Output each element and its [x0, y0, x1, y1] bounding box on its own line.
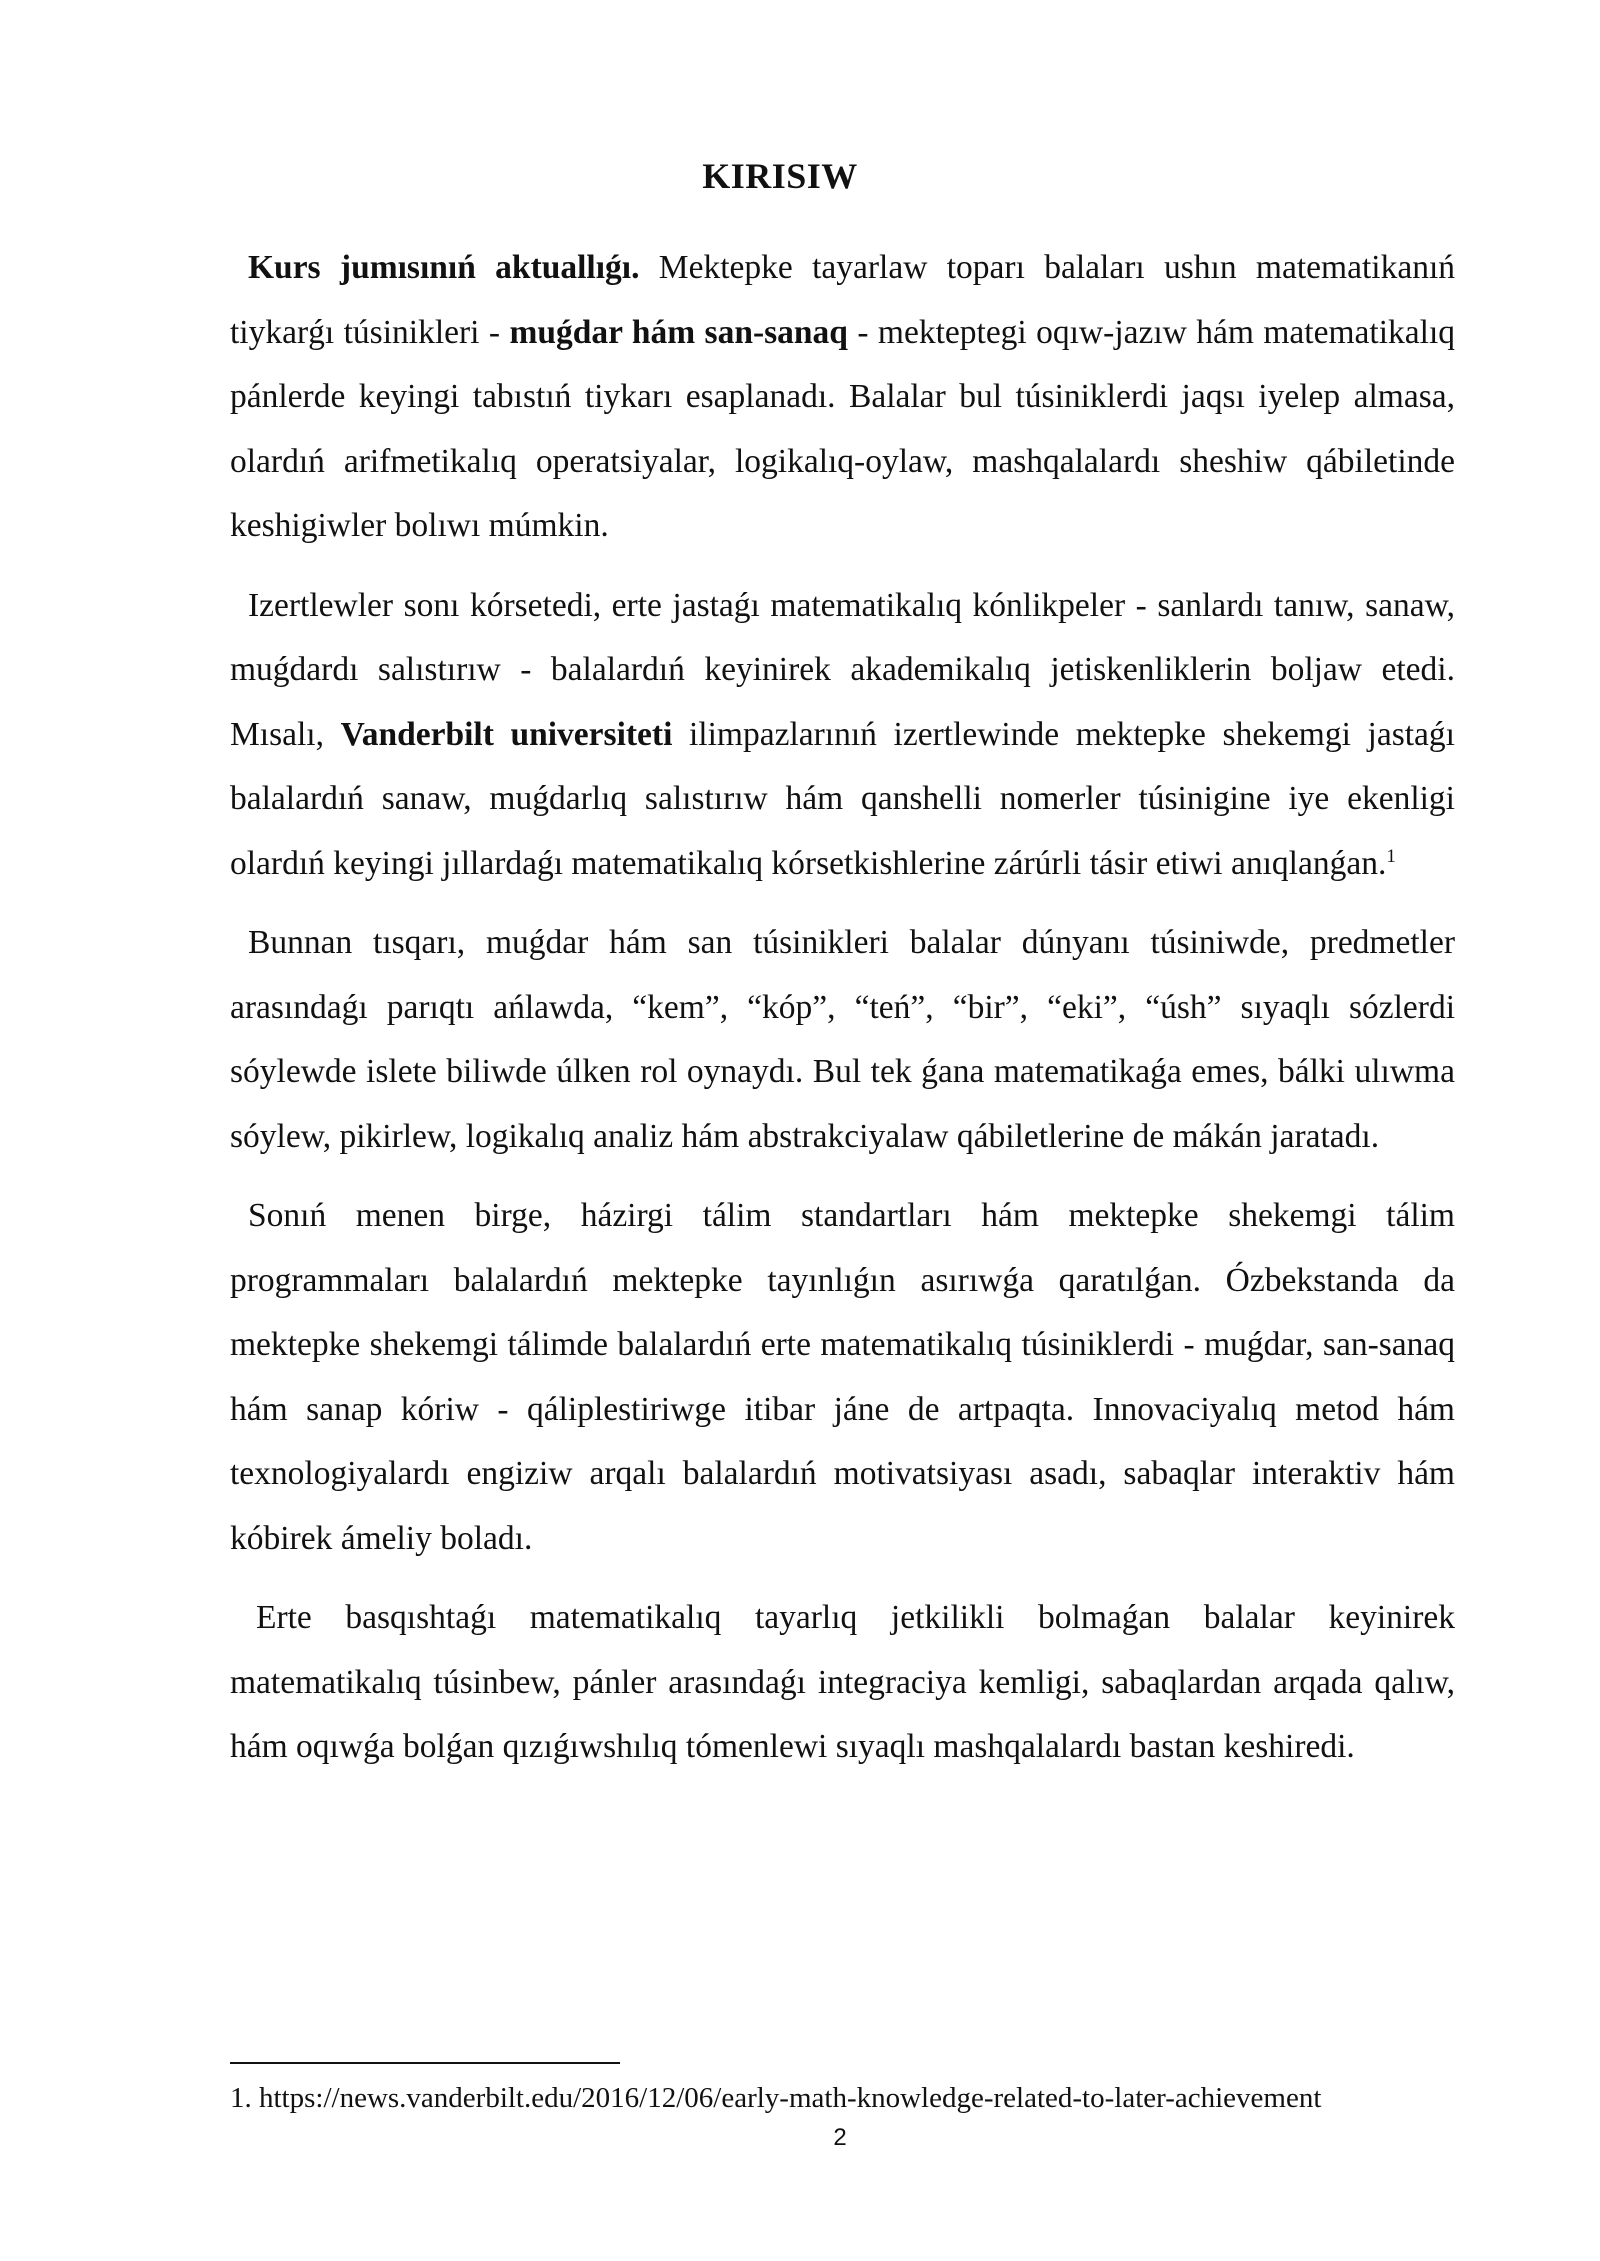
paragraph-text: - mekteptegi oqıw-jazıw hám matematikalıq pánlerde keyingi tabıstıń tiykarı esaplanadı. Balalar bul túsiniklerdi jaqsı iyelep almasa, olardıń arifmetikalıq operatsiyalar, logikalıq-oylaw, mashqalalardı sheshiw qábiletinde keshigiwler bolıwı múmkin.: [230, 313, 1456, 544]
paragraph-lead: Kurs jumısınıń aktuallıǵı.: [248, 249, 640, 286]
footnote-reference[interactable]: 1: [1386, 845, 1396, 867]
paragraph-research: [230, 574, 1455, 897]
bold-term: muǵdar hám san-sanaq: [509, 313, 848, 351]
paragraph-text: ilimpazlarınıń izertlewinde mektepke shekemgi jastaǵı balalardıń sanaw, muǵdarlıq salıstırıw hám qanshelli nomerler túsinigine iye ekenligi olardıń keyingi jıllardaǵı matematikalıq kórsetkishlerine zárúrli tásir etiwi anıqlanǵan.: [230, 715, 1455, 882]
paragraph-text: Mektepke tayarlaw toparı balaları ushın matematikanıń tiykarǵı túsinikleri -: [230, 249, 1456, 351]
body-text: [230, 236, 1455, 1780]
paragraph-text: Izertlewler sonı kórsetedi, erte jastaǵı matematikalıq kónlikpeler - sanlardı tanıw, sanaw, muǵdardı salıstırıw - balalardıń keyinirek akademikalıq jetiskenliklerin boljaw etedi. Mısalı,: [230, 586, 1455, 753]
bold-term: Vanderbilt universiteti: [340, 715, 673, 753]
page-heading: KIRISIW: [702, 156, 858, 196]
paragraph-problems: Erte basqıshtaǵı matematikalıq tayarlıq jetkilikli bolmaǵan balalar keyinirek matematikalıq túsinbew, pánler arasındaǵı integraciya kemligi, sabaqlardan arqada qalıw, hám oqıwǵa bolǵan qızıǵıwshılıq tómenlewi sıyaqlı mashqalalardı bastan keshiredi.: [230, 1599, 1455, 1765]
paragraph-concepts: Bunnan tısqarı, muǵdar hám san túsinikleri balalar dúnyanı túsiniwde, predmetler arasındaǵı parıqtı ańlawda, “kem”, “kóp”, “teń”, “bir”, “eki”, “úsh” sıyaqlı sózlerdi sóylewde islete biliwde úlken rol oynaydı. Bul tek ǵana matematikaǵa emes, bálki ulıwma sóylew, pikirlew, logikalıq analiz hám abstrakciyalaw qábiletlerine de mákán jaratadı.: [230, 924, 1455, 1155]
paragraph-standards: Sonıń menen birge, házirgi tálim standartları hám mektepke shekemgi tálim programmaları balalardıń mektepke tayınlıǵın asırıwǵa qaratılǵan. Ózbekstanda da mektepke shekemgi tálimde balalardıń erte matematikalıq túsiniklerdi - muǵdar, san-sanaq hám sanap kóriw - qáliplestiriwge itibar jáne de artpaqta. Innovaciyalıq metod hám texnologiyalardı engiziw arqalı balalardıń motivatsiyası asadı, sabaqlar interaktiv hám kóbirek ámeliy boladı.: [230, 1197, 1455, 1557]
page-number: 2: [833, 2124, 847, 2151]
footnote-text: 1. https://news.vanderbilt.edu/2016/12/06/early-math-knowledge-related-to-later-achievement: [230, 2082, 1322, 2114]
paragraph-relevance: [230, 236, 1455, 559]
footnote-separator: [230, 2062, 620, 2064]
